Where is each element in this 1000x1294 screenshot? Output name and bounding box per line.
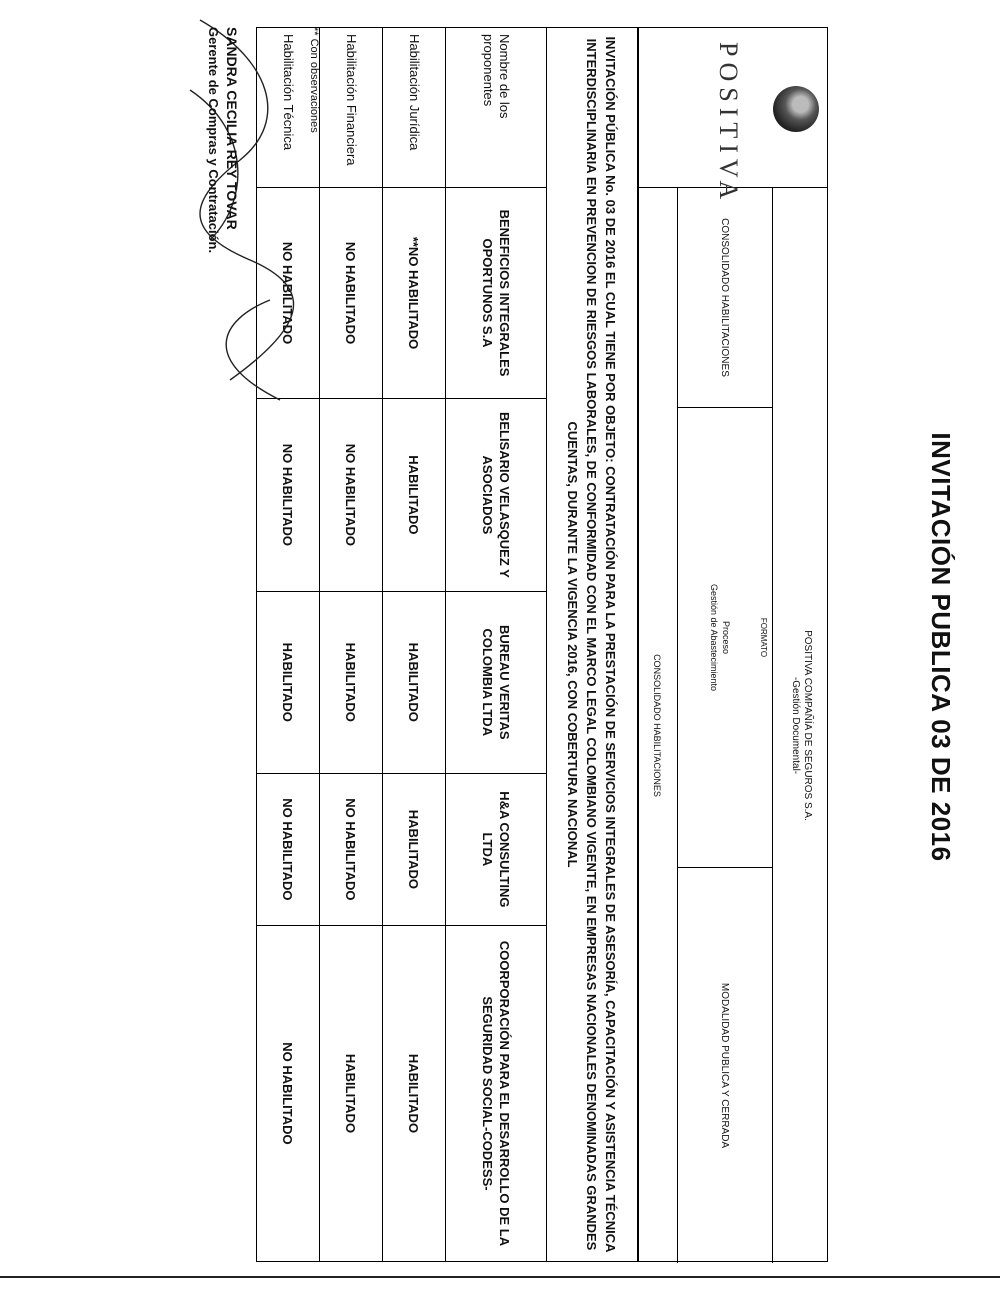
row-label-tecnica: Habilitación Técnica: [257, 28, 320, 188]
objeto-text: INVITACIÓN PÚBLICA No. 03 DE 2016 EL CUAL TIENE POR OBJETO: CONTRATACIÓN PARA LA PRESTACIÓN DE SERVICIOS INTEGRALES DE ASESORÍA, CAPACITACIÓN Y ASISTENCIA TÉCNICA INTERDISCIPLINARIA EN PREVENCION DE RIESGOS LABORALES, DE CONFORMIDAD CON EL MARCO LEGAL COLOMBIANO VIGENTE, EN EMPRESAS NACIONALES DENOMINADAS GRANDES CUENTAS, DURANTE LA VIGENCIA 2016, CON COBERTURA NACIONAL: [547, 28, 638, 1262]
juridica-status: HABILITADO: [383, 591, 446, 773]
company-name: POSITIVA COMPAÑÍA DE SEGUROS S.A.: [802, 630, 813, 821]
financiera-status: HABILITADO: [320, 591, 383, 773]
juridica-status: HABILITADO: [383, 925, 446, 1261]
juridica-status: HABILITADO: [383, 399, 446, 592]
tecnica-status: NO HABILITADO: [257, 399, 320, 592]
table-row: [383, 28, 446, 1262]
company-logo: [637, 28, 827, 206]
header-row: [677, 188, 772, 1263]
proponente-name: COORPORACIÓN PARA EL DESARROLLO DE LA SEGURIDAD SOCIAL-CODESS-: [446, 925, 547, 1261]
financiera-status: NO HABILITADO: [320, 773, 383, 925]
observations-note: ** Con observaciones: [308, 27, 320, 133]
row-label-proponentes: Nombre de los proponentes: [446, 28, 547, 188]
proceso-label: Proceso: [721, 620, 731, 655]
tecnica-status: HABILITADO: [257, 591, 320, 773]
header-modalidad: MODALIDAD PUBLICA Y CERRADA: [719, 982, 730, 1149]
logo-text: POSITIVA: [714, 42, 743, 206]
document-header: [638, 27, 828, 1262]
row-label-financiera: Habilitación Financiera: [320, 28, 383, 188]
handwritten-signature: [170, 0, 310, 420]
proponente-name: BENEFICIOS INTEGRALES OPORTUNOS S.A: [446, 188, 547, 399]
table-row: [320, 28, 383, 1262]
tecnica-status: NO HABILITADO: [257, 925, 320, 1261]
signer-name: SANDRA CECILIA REY TOVAR: [224, 27, 240, 230]
habilitaciones-table: [256, 27, 638, 1262]
proponente-name: BUREAU VERITAS COLOMBIA LTDA: [446, 591, 547, 773]
tecnica-status: NO HABILITADO: [257, 773, 320, 925]
page-edge-divider: [0, 1276, 1000, 1278]
juridica-status: **NO HABILITADO: [383, 188, 446, 399]
company-name-cell: [772, 188, 827, 1263]
proponente-name: H&A CONSULTING LTDA: [446, 773, 547, 925]
table-row: [446, 28, 547, 1262]
tecnica-status: NO HABILITADO: [257, 188, 320, 399]
header-formato: [677, 408, 772, 868]
page-title: INVITACIÓN PUBLICA 03 DE 2016: [926, 432, 956, 862]
proceso-block: [708, 408, 732, 867]
header-consolidado: CONSOLIDADO HABILITACIONES: [677, 188, 772, 408]
financiera-status: NO HABILITADO: [320, 188, 383, 399]
juridica-status: HABILITADO: [383, 773, 446, 925]
formato-label: FORMATO: [759, 617, 768, 658]
financiera-status: HABILITADO: [320, 925, 383, 1261]
proceso-value: Gestión de Abastecimiento: [709, 583, 719, 692]
row-label-juridica: Habilitación Jurídica: [383, 28, 446, 188]
logo-emblem-icon: [773, 86, 819, 132]
objeto-row: [547, 28, 638, 1262]
company-subtitle: -Gestión Documental-: [790, 676, 801, 775]
proponente-name: BELISARIO VELASQUEZ Y ASOCIADOS: [446, 399, 547, 592]
section-title: CONSOLIDADO HABILITACIONES: [652, 654, 662, 797]
financiera-status: NO HABILITADO: [320, 399, 383, 592]
signer-role: Gerente de Compras y Contratación.: [206, 27, 221, 254]
